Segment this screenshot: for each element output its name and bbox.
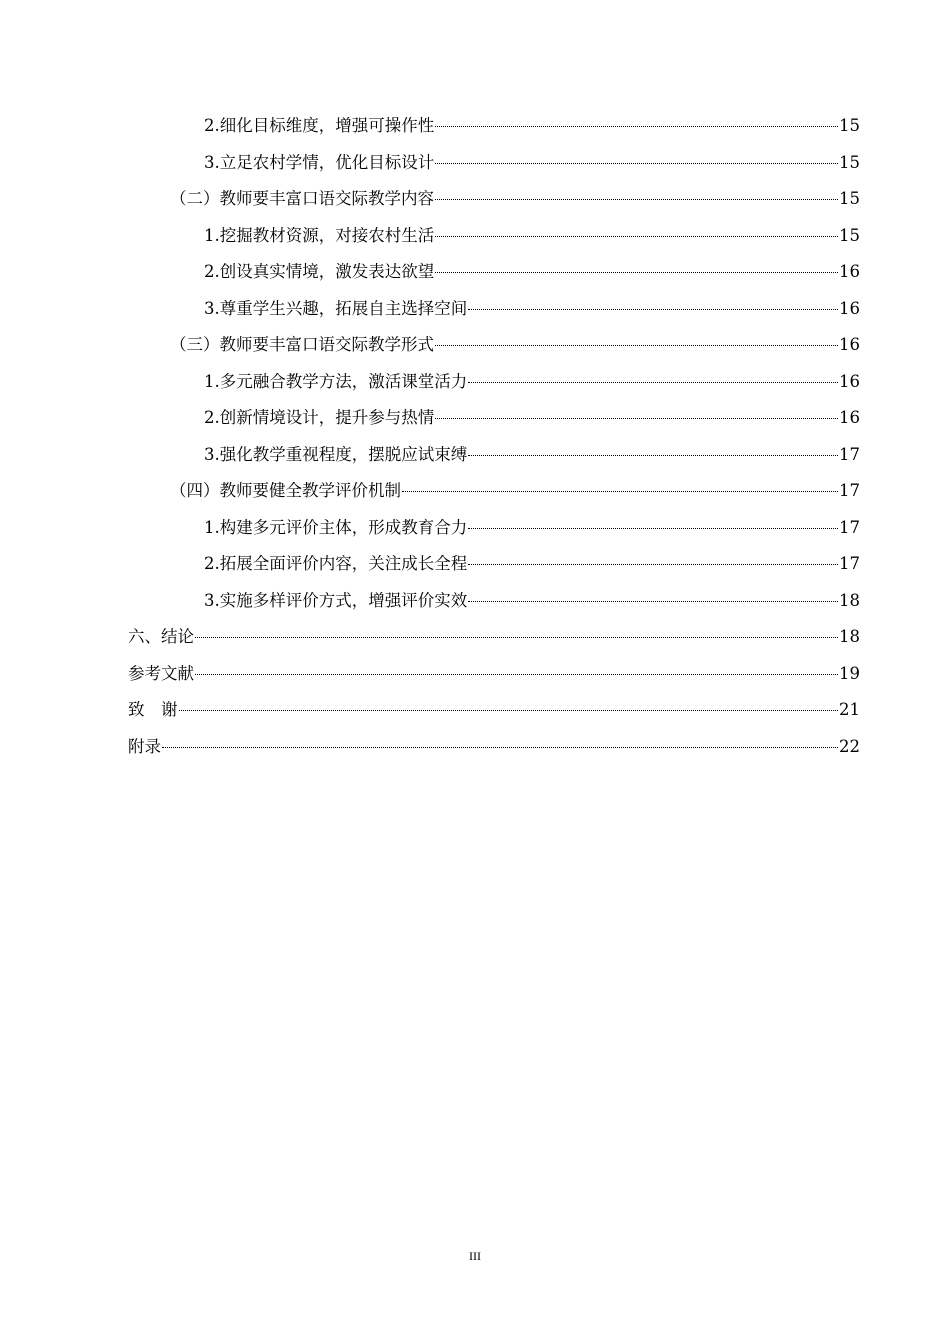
toc-entry[interactable] (128, 583, 860, 620)
toc-dot-leader (468, 382, 838, 383)
toc-entry-title: 致 谢 (128, 700, 178, 719)
toc-entry[interactable] (128, 291, 860, 328)
toc-dot-leader (435, 345, 838, 346)
toc-dot-leader (468, 455, 838, 456)
toc-entry[interactable] (128, 400, 860, 437)
toc-entry[interactable] (128, 692, 860, 729)
toc-entry-title: 3.强化教学重视程度，摆脱应试束缚 (204, 444, 468, 464)
toc-entry[interactable] (128, 108, 860, 145)
toc-entry[interactable] (128, 619, 860, 656)
toc-dot-leader (468, 601, 838, 602)
table-of-contents (128, 108, 860, 765)
toc-entry[interactable] (128, 218, 860, 255)
toc-entry-page: 16 (839, 262, 860, 281)
toc-entry-page: 19 (839, 663, 860, 683)
toc-entry[interactable] (128, 437, 860, 474)
toc-entry-page: 17 (839, 481, 860, 500)
toc-entry-page: 17 (839, 554, 860, 573)
toc-dot-leader (435, 163, 838, 164)
toc-dot-leader (179, 710, 839, 711)
toc-entry-page: 16 (839, 335, 860, 354)
toc-entry[interactable] (128, 364, 860, 401)
toc-entry[interactable] (128, 473, 860, 510)
toc-entry-title: 1.构建多元评价主体，形成教育合力 (204, 517, 468, 537)
toc-entry[interactable] (128, 145, 860, 182)
toc-entry-title: 2.细化目标维度，增强可操作性 (204, 116, 435, 135)
toc-entry-title: 参考文献 (128, 663, 194, 683)
toc-dot-leader (195, 674, 838, 675)
toc-entry[interactable] (128, 729, 860, 766)
toc-entry[interactable] (128, 254, 860, 291)
toc-dot-leader (435, 236, 838, 237)
toc-entry-title: 2.创新情境设计，提升参与热情 (204, 408, 435, 427)
toc-entry-page: 18 (839, 590, 860, 610)
toc-entry-page: 15 (839, 152, 860, 172)
toc-entry-page: 17 (839, 517, 860, 537)
toc-entry[interactable] (128, 510, 860, 547)
toc-entry-page: 17 (839, 444, 860, 464)
toc-dot-leader (195, 637, 838, 638)
toc-entry[interactable] (128, 181, 860, 218)
toc-entry[interactable] (128, 327, 860, 364)
toc-entry-page: 21 (839, 700, 860, 719)
toc-entry-page: 15 (839, 189, 860, 208)
toc-entry-page: 16 (839, 408, 860, 427)
toc-dot-leader (468, 528, 838, 529)
toc-entry-title: 3.实施多样评价方式，增强评价实效 (204, 590, 468, 610)
toc-dot-leader (402, 491, 838, 492)
toc-entry-title: 1.挖掘教材资源，对接农村生活 (204, 225, 435, 245)
toc-entry-page: 15 (839, 116, 860, 135)
toc-dot-leader (468, 309, 838, 310)
toc-entry-page: 22 (839, 736, 860, 756)
toc-entry-title: 六、结论 (128, 627, 194, 646)
toc-entry-page: 16 (839, 298, 860, 318)
toc-entry[interactable] (128, 656, 860, 693)
toc-entry-title: 3.立足农村学情，优化目标设计 (204, 152, 435, 172)
toc-dot-leader (435, 272, 838, 273)
toc-entry-title: 2.拓展全面评价内容，关注成长全程 (204, 554, 468, 573)
toc-entry-title: （三）教师要丰富口语交际教学形式 (170, 335, 434, 354)
toc-dot-leader (435, 199, 838, 200)
toc-entry-page: 15 (839, 225, 860, 245)
toc-dot-leader (435, 418, 838, 419)
toc-entry-title: 2.创设真实情境，激发表达欲望 (204, 262, 435, 281)
toc-entry-title: 1.多元融合教学方法，激活课堂活力 (204, 371, 468, 391)
toc-dot-leader (435, 126, 838, 127)
toc-dot-leader (468, 564, 838, 565)
toc-entry-page: 18 (839, 627, 860, 646)
toc-entry-title: （四）教师要健全教学评价机制 (170, 481, 401, 500)
page-number: III (469, 1249, 481, 1263)
toc-entry-page: 16 (839, 371, 860, 391)
toc-dot-leader (162, 747, 838, 748)
toc-entry-title: 附录 (128, 736, 161, 756)
toc-entry[interactable] (128, 546, 860, 583)
toc-entry-title: 3.尊重学生兴趣，拓展自主选择空间 (204, 298, 468, 318)
toc-entry-title: （二）教师要丰富口语交际教学内容 (170, 189, 434, 208)
